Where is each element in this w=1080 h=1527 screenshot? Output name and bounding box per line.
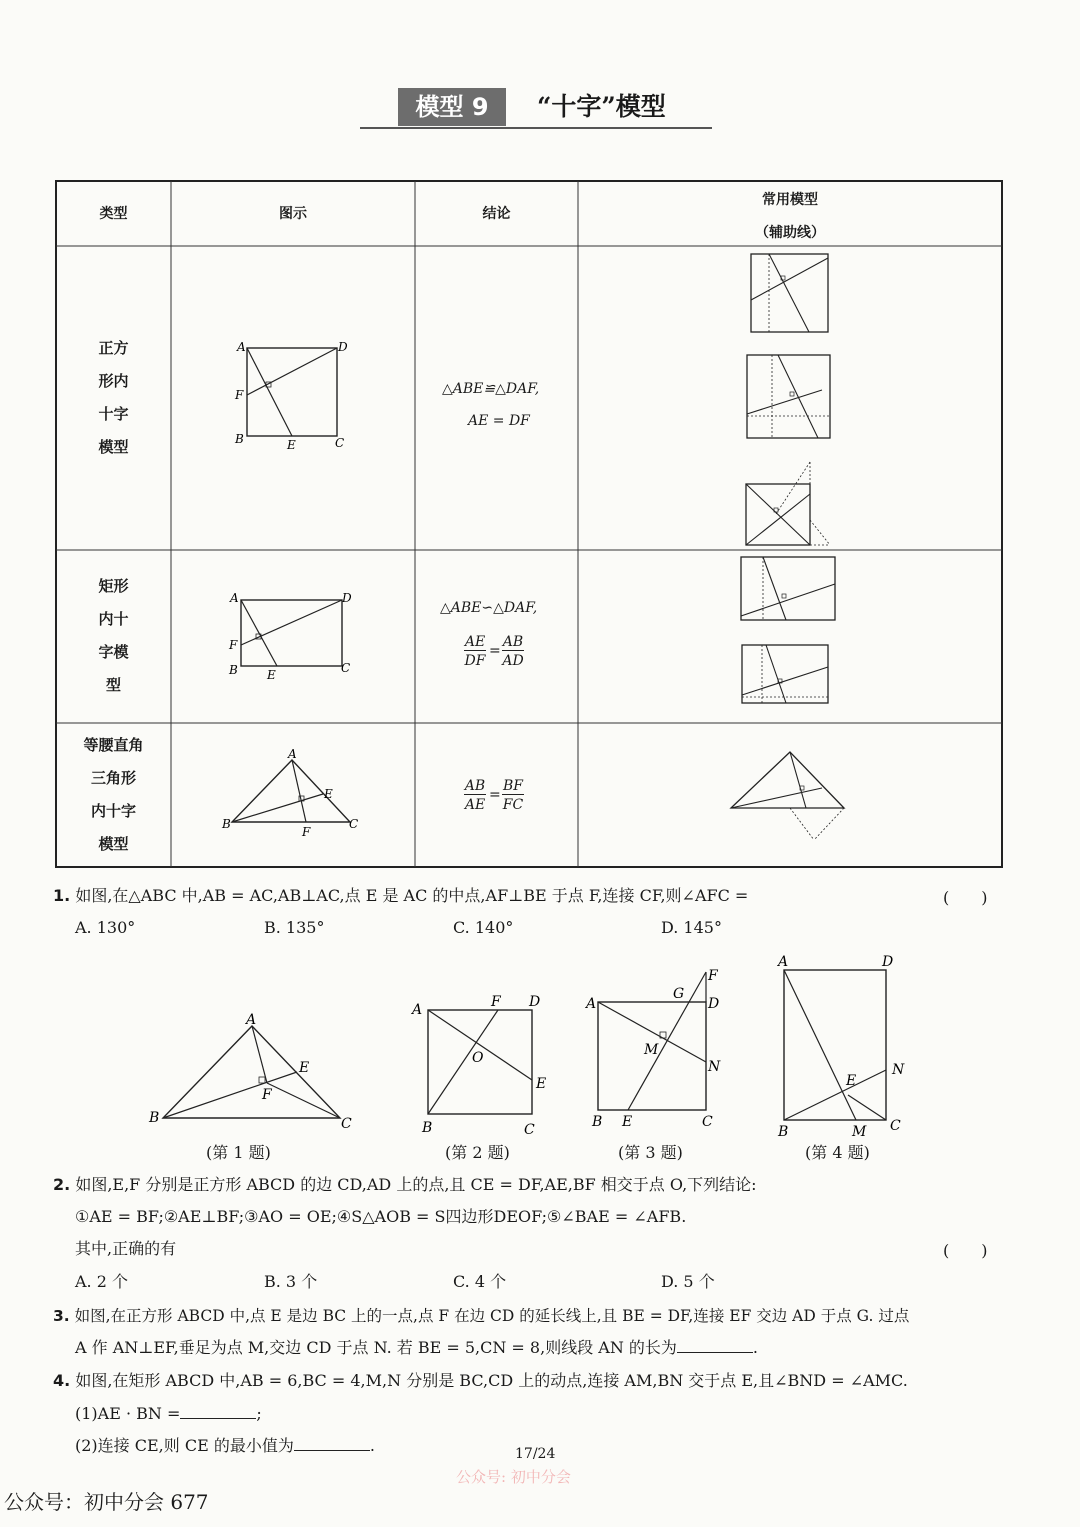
svg-text:F: F bbox=[491, 994, 501, 1010]
question-2-text: 如图,E,F 分别是正方形 ABCD 的边 CD,AD 上的点,且 CE = DF,AE,BF 相交于点 O,下列结论: bbox=[75, 1175, 757, 1194]
aux-figure-1 bbox=[745, 250, 835, 336]
row2-type-line: 字模 bbox=[98, 643, 129, 661]
page-number: 17/24 bbox=[515, 1446, 556, 1462]
header-type: 类型 bbox=[99, 206, 128, 222]
row1-type-line: 模型 bbox=[98, 438, 129, 456]
svg-text:E: E bbox=[622, 1114, 633, 1130]
svg-text:C: C bbox=[341, 661, 351, 675]
question-2-conclusions: ①AE = BF;②AE⊥BF;③AO = OE;④S△AOB = S四边形DEOF;⑤∠BAE = ∠AFB. bbox=[75, 1207, 687, 1226]
row2-type-line: 内十 bbox=[98, 610, 129, 628]
row3-type-line: 等腰直角 bbox=[83, 736, 144, 754]
svg-text:B: B bbox=[422, 1120, 433, 1136]
question-4 bbox=[53, 1370, 908, 1392]
aux-figure-4 bbox=[738, 554, 838, 624]
svg-text:B: B bbox=[222, 817, 231, 831]
row2-type-line: 型 bbox=[105, 676, 121, 694]
fraction-numerator: BF bbox=[502, 778, 523, 794]
svg-text:N: N bbox=[708, 1059, 721, 1075]
part-1-text: (1)AE · BN = bbox=[75, 1404, 181, 1423]
svg-text:D: D bbox=[338, 340, 348, 354]
aux-figure-6 bbox=[728, 748, 850, 844]
svg-text:D: D bbox=[708, 996, 720, 1012]
model-table-grid bbox=[55, 180, 1003, 868]
svg-text:F: F bbox=[302, 825, 311, 839]
svg-text:C: C bbox=[524, 1122, 535, 1138]
row3-ratio bbox=[464, 778, 526, 818]
row1-conclusion bbox=[442, 373, 539, 437]
row1-conclusion-line: AE = DF bbox=[468, 413, 530, 429]
page-title: “十字”模型 bbox=[537, 92, 666, 121]
caption-q3: (第 3 题) bbox=[618, 1143, 683, 1162]
svg-text:B: B bbox=[149, 1110, 160, 1126]
row2-conclusion: △ABE∽△DAF, bbox=[440, 600, 538, 616]
sentence-end: ; bbox=[256, 1404, 262, 1423]
svg-text:F: F bbox=[708, 968, 718, 984]
q2-option-b[interactable]: B. 3 个 bbox=[264, 1272, 318, 1291]
svg-text:B: B bbox=[235, 432, 244, 446]
header-aux-line: （辅助线） bbox=[755, 225, 825, 241]
svg-text:F: F bbox=[229, 638, 238, 652]
row2-type-line: 矩形 bbox=[98, 577, 129, 595]
row1-type bbox=[56, 332, 171, 464]
row2-type bbox=[56, 570, 171, 702]
answer-paren-1[interactable]: ( ) bbox=[943, 888, 988, 907]
svg-text:F: F bbox=[235, 388, 244, 402]
q2-option-a[interactable]: A. 2 个 bbox=[75, 1272, 128, 1291]
answer-blank-3[interactable] bbox=[677, 1338, 753, 1353]
svg-text:D: D bbox=[342, 591, 352, 605]
equals-sign: = bbox=[489, 787, 501, 803]
figure-q4 bbox=[770, 950, 910, 1145]
q1-option-d[interactable]: D. 145° bbox=[661, 918, 722, 937]
caption-q2: (第 2 题) bbox=[445, 1143, 510, 1162]
svg-text:E: E bbox=[299, 1060, 310, 1076]
row1-conclusion-line: △ABE≌△DAF, bbox=[442, 381, 540, 397]
question-number: 4. bbox=[53, 1371, 71, 1390]
question-1 bbox=[53, 885, 748, 907]
aux-figure-2 bbox=[742, 352, 836, 440]
question-number: 2. bbox=[53, 1175, 71, 1194]
svg-text:G: G bbox=[673, 986, 685, 1002]
row3-type-line: 模型 bbox=[98, 835, 129, 853]
figure-q1 bbox=[145, 1008, 360, 1138]
part-2-text: (2)连接 CE,则 CE 的最小值为 bbox=[75, 1436, 294, 1455]
row3-type-line: 内十字 bbox=[90, 802, 136, 820]
answer-blank-4-1[interactable] bbox=[180, 1404, 256, 1419]
svg-text:A: A bbox=[586, 996, 597, 1012]
question-number: 1. bbox=[53, 886, 71, 905]
question-4-part1 bbox=[75, 1403, 262, 1425]
model-badge: 模型 9 bbox=[398, 88, 506, 126]
row3-type-line: 三角形 bbox=[90, 769, 136, 787]
svg-text:E: E bbox=[287, 438, 296, 452]
caption-q4: (第 4 题) bbox=[805, 1143, 870, 1162]
svg-text:B: B bbox=[778, 1124, 789, 1140]
svg-text:C: C bbox=[335, 436, 345, 450]
row1-type-line: 十字 bbox=[98, 405, 129, 423]
answer-paren-2[interactable]: ( ) bbox=[943, 1241, 988, 1260]
row1-type-line: 形内 bbox=[98, 372, 129, 390]
q1-option-b[interactable]: B. 135° bbox=[264, 918, 325, 937]
question-4-text: 如图,在矩形 ABCD 中,AB = 6,BC = 4,M,N 分别是 BC,CD 上的动点,连接 AM,BN 交于点 E,且∠BND = ∠AMC. bbox=[75, 1371, 908, 1390]
question-3-line2 bbox=[75, 1337, 758, 1359]
svg-text:C: C bbox=[702, 1114, 713, 1130]
svg-text:F: F bbox=[262, 1087, 272, 1103]
answer-blank-4-2[interactable] bbox=[294, 1436, 370, 1451]
svg-text:E: E bbox=[324, 787, 333, 801]
question-1-text: 如图,在△ABC 中,AB = AC,AB⊥AC,点 E 是 AC 的中点,AF⊥BE 于点 F,连接 CF,则∠AFC = bbox=[75, 886, 749, 905]
figure-q2 bbox=[408, 990, 558, 1140]
svg-text:M: M bbox=[852, 1124, 867, 1140]
aux-figure-3 bbox=[742, 460, 834, 548]
question-4-part2 bbox=[75, 1435, 375, 1457]
svg-text:M: M bbox=[644, 1042, 659, 1058]
fraction-denominator: AD bbox=[502, 653, 524, 669]
fraction-denominator: DF bbox=[464, 653, 486, 669]
svg-text:D: D bbox=[882, 954, 894, 970]
svg-text:B: B bbox=[592, 1114, 603, 1130]
svg-text:A: A bbox=[412, 1002, 423, 1018]
svg-text:E: E bbox=[846, 1073, 857, 1089]
row1-type-line: 正方 bbox=[98, 339, 129, 357]
header-conclusion: 结论 bbox=[482, 206, 511, 222]
equals-sign: = bbox=[489, 643, 501, 659]
svg-text:A: A bbox=[288, 748, 297, 761]
q1-option-a[interactable]: A. 130° bbox=[75, 918, 136, 937]
q2-option-c[interactable]: C. 4 个 bbox=[453, 1272, 507, 1291]
fraction-numerator: AE bbox=[464, 634, 486, 650]
svg-text:A: A bbox=[246, 1012, 257, 1028]
header-common-model: 常用模型 bbox=[762, 192, 818, 208]
svg-text:B: B bbox=[229, 663, 238, 677]
svg-text:A: A bbox=[778, 954, 789, 970]
q1-option-c[interactable]: C. 140° bbox=[453, 918, 514, 937]
aux-figure-5 bbox=[738, 641, 834, 707]
fraction-numerator: AB bbox=[464, 778, 486, 794]
account-name: 公众号：初中分会 677 bbox=[4, 1490, 209, 1514]
figure-q3 bbox=[580, 962, 730, 1142]
sentence-end: . bbox=[369, 1436, 375, 1455]
row2-ratio bbox=[464, 634, 526, 674]
caption-q1: (第 1 题) bbox=[206, 1143, 271, 1162]
question-3-text: A 作 AN⊥EF,垂足为点 M,交边 CD 于点 N. 若 BE = 5,CN = 8,则线段 AN 的长为 bbox=[75, 1338, 677, 1357]
watermark: 公众号: 初中分会 bbox=[456, 1468, 571, 1486]
svg-text:A: A bbox=[230, 591, 239, 605]
question-2 bbox=[53, 1174, 757, 1196]
question-2-prompt: 其中,正确的有 bbox=[75, 1239, 177, 1258]
sentence-end: . bbox=[752, 1338, 759, 1357]
svg-text:E: E bbox=[267, 668, 276, 682]
question-number: 3. bbox=[53, 1307, 70, 1325]
question-3 bbox=[53, 1305, 909, 1327]
rectangle-cross-figure bbox=[225, 588, 360, 683]
svg-text:N: N bbox=[892, 1062, 905, 1078]
header-figure: 图示 bbox=[279, 206, 307, 222]
fraction-numerator: AB bbox=[502, 634, 524, 650]
fraction-denominator: FC bbox=[502, 797, 524, 813]
svg-text:C: C bbox=[349, 817, 359, 831]
square-cross-figure bbox=[225, 335, 360, 455]
svg-text:C: C bbox=[890, 1118, 901, 1134]
row3-type bbox=[56, 729, 171, 861]
svg-text:D: D bbox=[529, 994, 541, 1010]
q2-option-d[interactable]: D. 5 个 bbox=[661, 1272, 715, 1291]
fraction-denominator: AE bbox=[464, 797, 486, 813]
svg-text:E: E bbox=[536, 1076, 547, 1092]
title-underline bbox=[360, 127, 712, 129]
svg-text:C: C bbox=[341, 1116, 352, 1132]
svg-text:O: O bbox=[472, 1050, 484, 1066]
svg-text:A: A bbox=[237, 340, 246, 354]
question-3-text: 如图,在正方形 ABCD 中,点 E 是边 BC 上的一点,点 F 在边 CD 的延长线上,且 BE = DF,连接 EF 交边 AD 于点 G. 过点 bbox=[74, 1307, 910, 1325]
isosceles-triangle-cross-figure bbox=[218, 748, 363, 843]
